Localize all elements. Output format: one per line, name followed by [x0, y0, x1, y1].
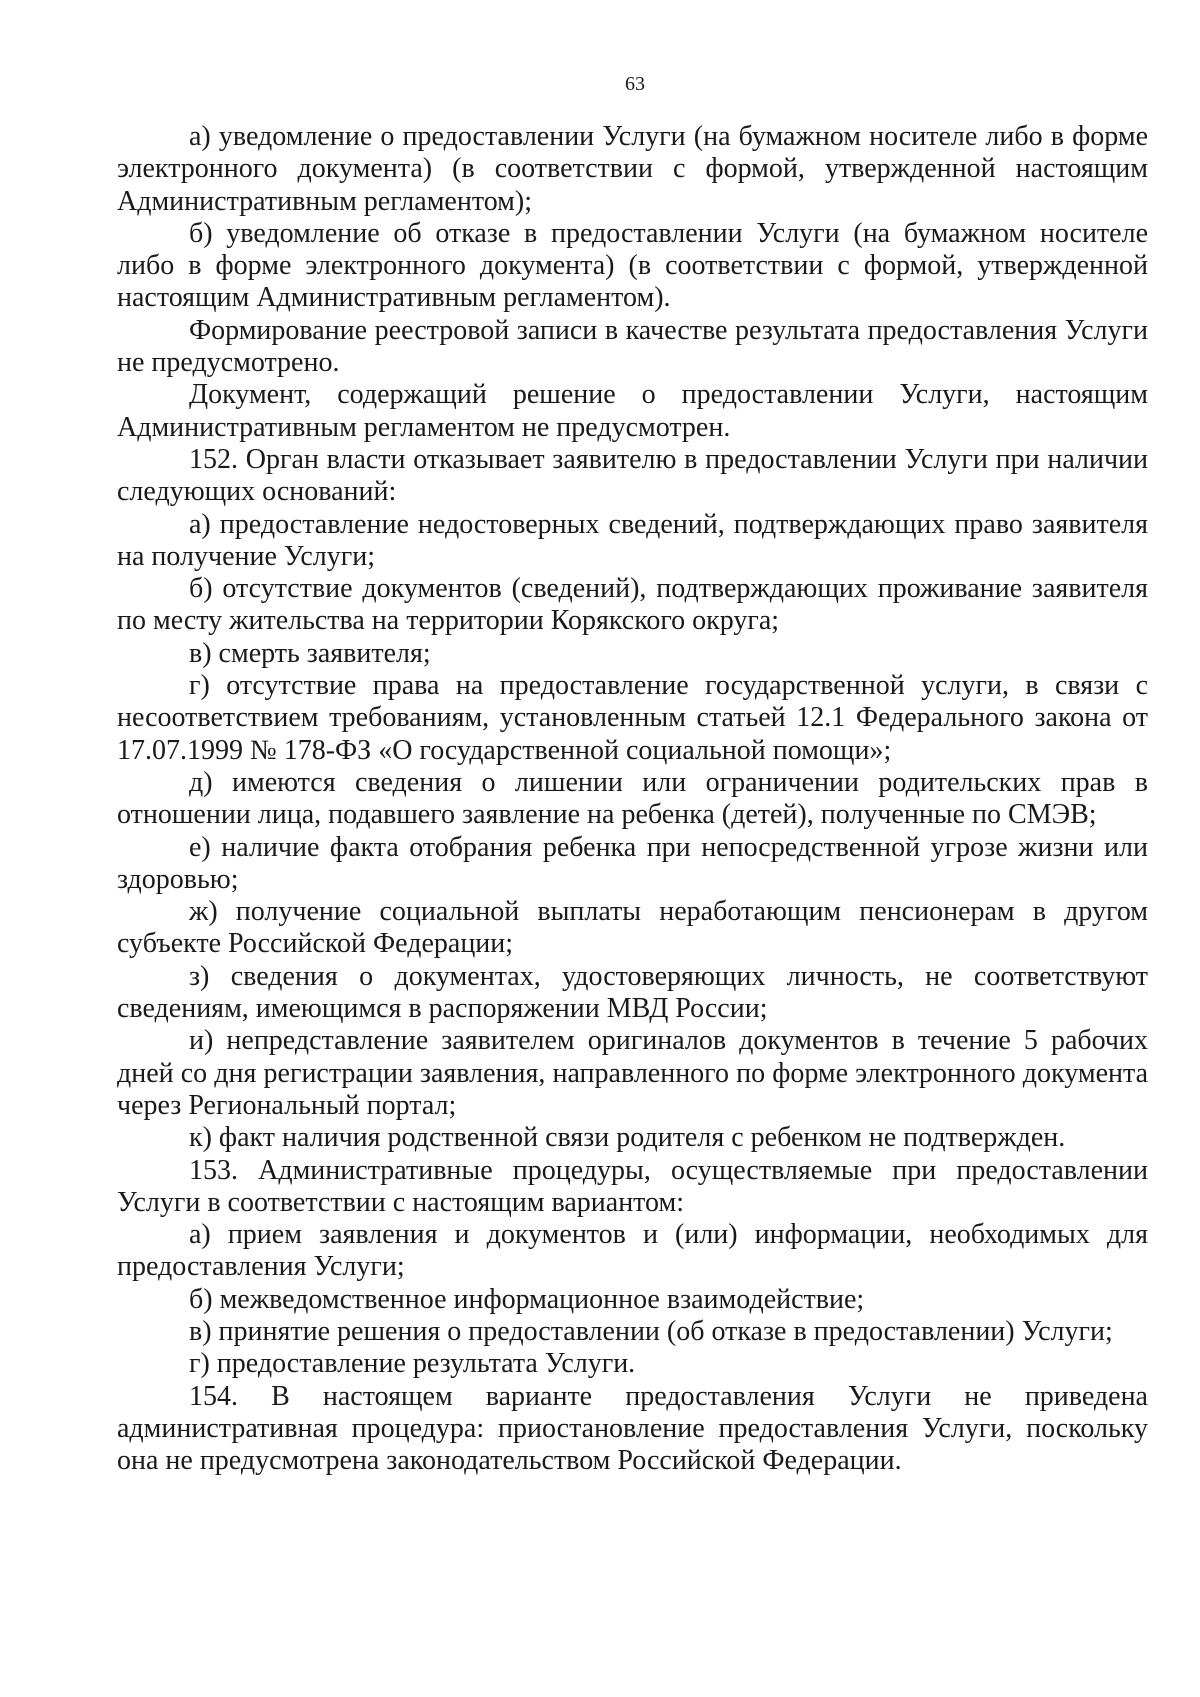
paragraph-152-zh: ж) получение социальной выплаты неработающим пенсионерам в другом субъекте Российской Федерации;: [117, 896, 1148, 960]
paragraph-152-b: б) отсутствие документов (сведений), подтверждающих проживание заявителя по месту жительства на территории Корякского округа;: [117, 573, 1148, 637]
paragraph-decision-document: Документ, содержащий решение о предоставлении Услуги, настоящим Административным регламентом не предусмотрен.: [117, 379, 1148, 443]
paragraph-153: 153. Административные процедуры, осуществляемые при предоставлении Услуги в соответствии с настоящим вариантом:: [117, 1154, 1148, 1218]
paragraph-153-b: б) межведомственное информационное взаимодействие;: [189, 1283, 865, 1315]
paragraph-152-i: и) непредставление заявителем оригиналов документов в течение 5 рабочих дней со дня регистрации заявления, направленного по форме электронного документа через Региональный портал;: [117, 1025, 1148, 1121]
document-body: [117, 121, 1148, 1477]
paragraph-152-a: а) предоставление недостоверных сведений, подтверждающих право заявителя на получение Услуги;: [117, 508, 1148, 572]
paragraph-153-v: в) принятие решения о предоставлении (об отказе в предоставлении) Услуги;: [189, 1315, 1113, 1347]
paragraph-result-notice-refusal: б) уведомление об отказе в предоставлении Услуги (на бумажном носителе либо в форме электронного документа) (в соответствии с формой, утвержденной настоящим Административным регламентом).: [117, 217, 1148, 314]
paragraph-154: 154. В настоящем варианте предоставления Услуги не приведена административная процедура: приостановление предоставления Услуги, поскольку она не предусмотрена законодательством Российской Федерации.: [117, 1380, 1148, 1477]
page-number: 63: [625, 73, 645, 95]
paragraph-registry-record: Формирование реестровой записи в качестве результата предоставления Услуги не предусмотрено.: [117, 314, 1148, 379]
paragraph-153-a: а) прием заявления и документов и (или) информации, необходимых для предоставления Услуги;: [117, 1219, 1148, 1283]
paragraph-152-z: з) сведения о документах, удостоверяющих личность, не соответствуют сведениям, имеющимся в распоряжении МВД России;: [117, 960, 1148, 1025]
paragraph-152-v: в) смерть заявителя;: [189, 637, 431, 669]
paragraph-152-d: д) имеются сведения о лишении или ограничении родительских прав в отношении лица, подавшего заявление на ребенка (детей), полученные по СМЭВ;: [117, 766, 1148, 831]
paragraph-152-g: г) отсутствие права на предоставление государственной услуги, в связи с несоответствием требованиям, установленным статьей 12.1 Федерального закона от 17.07.1999 № 178-ФЗ «О государственной социальной помощи»;: [117, 670, 1148, 766]
paragraph-152-k: к) факт наличия родственной связи родителя с ребенком не подтвержден.: [189, 1122, 1066, 1154]
paragraph-152-e: е) наличие факта отобрания ребенка при непосредственной угрозе жизни или здоровью;: [117, 831, 1148, 895]
paragraph-152: 152. Орган власти отказывает заявителю в предоставлении Услуги при наличии следующих оснований:: [117, 443, 1148, 508]
paragraph-result-notice-grant: а) уведомление о предоставлении Услуги (на бумажном носителе либо в форме электронного документа) (в соответствии с формой, утвержденной настоящим Административным регламентом);: [117, 121, 1148, 217]
paragraph-153-g: г) предоставление результата Услуги.: [189, 1348, 636, 1380]
